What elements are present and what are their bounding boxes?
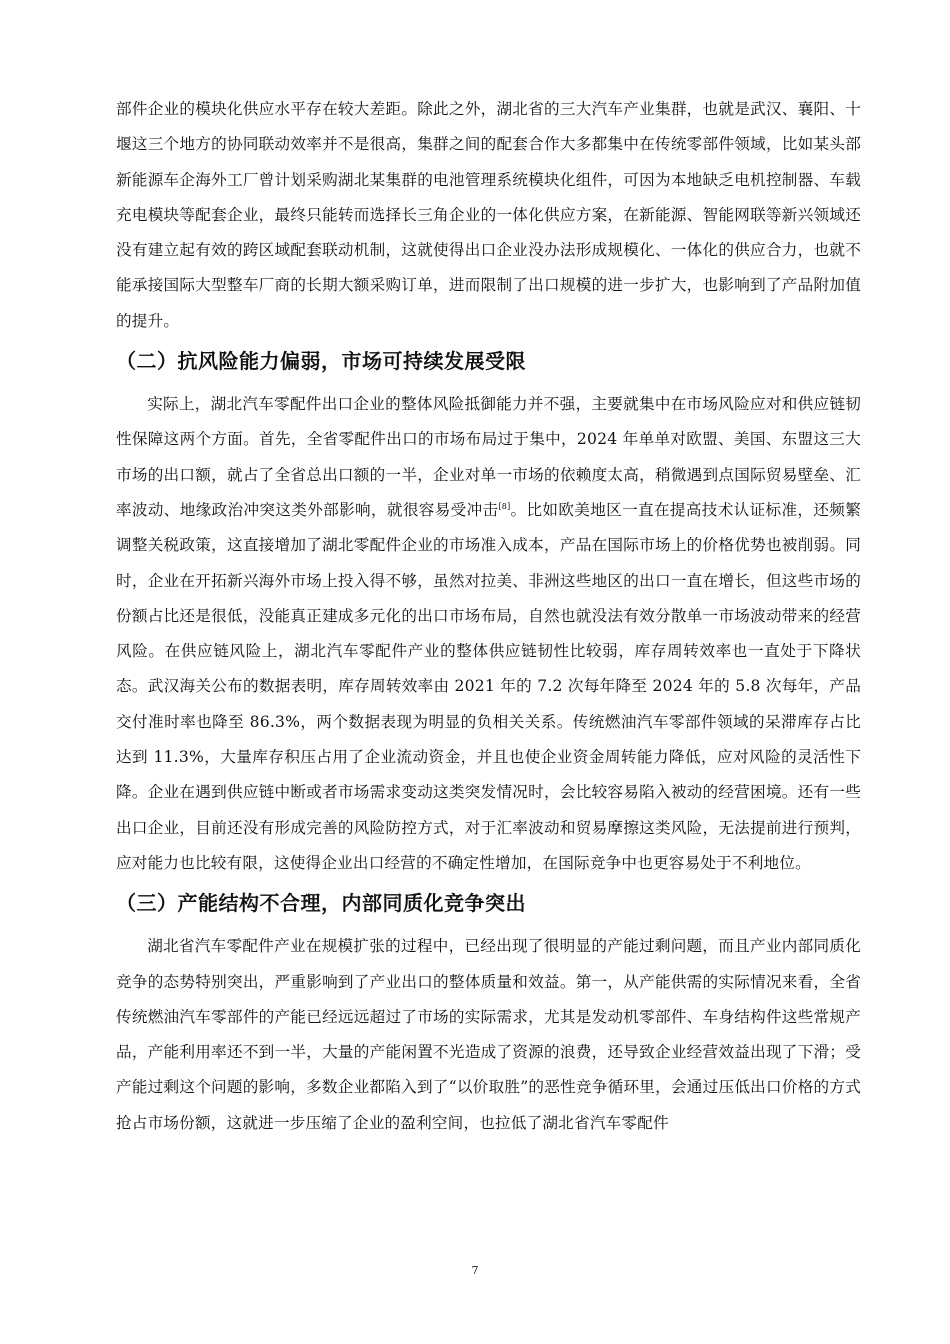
page-body <box>116 92 861 1141</box>
citation-reference: [8] <box>498 501 511 511</box>
section-heading-2: （二）抗风险能力偏弱，市场可持续发展受限 <box>116 349 526 374</box>
paragraph-risk-text-part1: 实际上，湖北汽车零配件出口企业的整体风险抵御能力并不强，主要就集中在市场风险应对和供应链韧性保障这两个方面。首先，全省零配件出口的市场布局过于集中，2024 年单单对欧盟、美国、东盟这三大市场的出口额，就占了全省总出口额的一半，企业对单一市场的依赖度太高，稍微遇到点国际贸易壁垒、汇率波动、地缘政治冲突这类外部影响，就很容易受冲击 <box>116 395 861 519</box>
paragraph-intro-continuation: 部件企业的模块化供应水平存在较大差距。除此之外，湖北省的三大汽车产业集群，也就是武汉、襄阳、十堰这三个地方的协同联动效率并不是很高，集群之间的配套合作大多都集中在传统零部件领域，比如某头部新能源车企海外工厂曾计划采购湖北某集群的电池管理系统模块化组件，可因为本地缺乏电机控制器、车载充电模块等配套企业，最终只能转而选择长三角企业的一体化供应方案，在新能源、智能网联等新兴领域还没有建立起有效的跨区域配套联动机制，这就使得出口企业没办法形成规模化、一体化的供应合力，也就不能承接国际大型整车厂商的长期大额采购订单，进而限制了出口规模的进一步扩大，也影响到了产品附加值的提升。 <box>116 100 861 330</box>
section-heading-3: （三）产能结构不合理，内部同质化竞争突出 <box>116 891 526 916</box>
paragraph-risk-resistance <box>116 387 861 881</box>
paragraph-capacity-structure: 湖北省汽车零配件产业在规模扩张的过程中，已经出现了很明显的产能过剩问题，而且产业内部同质化竞争的态势特别突出，严重影响到了产业出口的整体质量和效益。第一，从产能供需的实际情况来看，全省传统燃油汽车零部件的产能已经远远超过了市场的实际需求，尤其是发动机零部件、车身结构件这些常规产品，产能利用率还不到一半，大量的产能闲置不光造成了资源的浪费，还导致企业经营效益出现了下滑；受产能过剩这个问题的影响，多数企业都陷入到了“以价取胜”的恶性竞争循环里，会通过压低出口价格的方式抢占市场份额，这就进一步压缩了企业的盈利空间，也拉低了湖北省汽车零配件 <box>116 937 861 1132</box>
page-number: 7 <box>471 1264 479 1277</box>
paragraph-risk-text-part2: 。比如欧美地区一直在提高技术认证标准，还频繁调整关税政策，这直接增加了湖北零配件企业的市场准入成本，产品在国际市场上的价格优势也被削弱。同时，企业在开拓新兴海外市场上投入得不够，虽然对拉美、非洲这些地区的出口一直在增长，但这些市场的份额占比还是很低，没能真正建成多元化的出口市场布局，自然也就没法有效分散单一市场波动带来的经营风险。在供应链风险上，湖北汽车零配件产业的整体供应链韧性比较弱，库存周转效率也一直处于下降状态。武汉海关公布的数据表明，库存周转效率由 2021 年的 7.2 次每年降至 2024 年的 5.8 次每年，产品交付准时率也降至 86.3%，两个数据表现为明显的负相关关系。传统燃油汽车零部件领域的呆滞库存占比达到 11.3%，大量库存积压占用了企业流动资金，并且也使企业资金周转能力降低，应对风险的灵活性下降。企业在遇到供应链中断或者市场需求变动这类突发情况时，会比较容易陷入被动的经营困境。还有一些出口企业，目前还没有形成完善的风险防控方式，对于汇率波动和贸易摩擦这类风险，无法提前进行预判，应对能力也比较有限，这使得企业出口经营的不确定性增加，在国际竞争中也更容易处于不利地位。 <box>116 500 861 872</box>
